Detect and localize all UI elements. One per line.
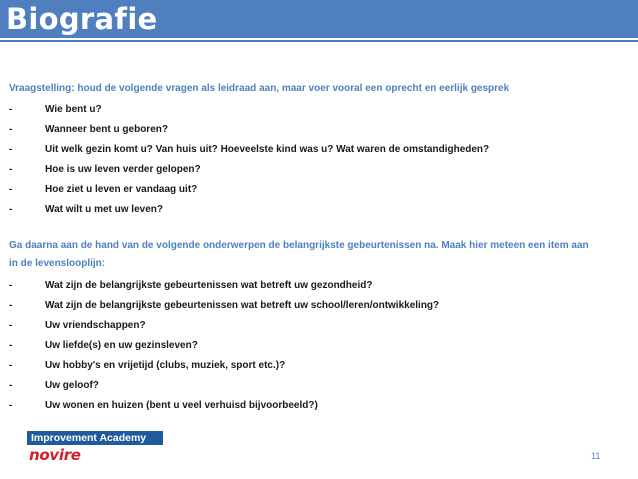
topic-text: Uw vriendschappen? <box>45 320 146 331</box>
dash-bullet: - <box>9 360 13 371</box>
logo-band-text: Improvement Academy <box>27 431 163 445</box>
question-item <box>9 120 634 140</box>
question-item <box>9 160 634 180</box>
topic-text: Uw wonen en huizen (bent u veel verhuisd bijvoorbeeld?) <box>45 400 318 411</box>
slide-title: Biografie <box>6 2 158 36</box>
section-intro-topics-line2: in de levenslooplijn: <box>9 258 106 269</box>
section-intro-topics-line1: Ga daarna aan de hand van de volgende onderwerpen de belangrijkste gebeurtenissen na. Maak hier meteen een item aan <box>9 240 589 251</box>
dash-bullet: - <box>9 164 13 175</box>
dash-bullet: - <box>9 124 13 135</box>
question-text: Hoe is uw leven verder gelopen? <box>45 164 201 175</box>
slide-content <box>9 80 634 416</box>
dash-bullet: - <box>9 400 13 411</box>
question-list-1 <box>9 100 634 220</box>
topic-item <box>9 356 634 376</box>
topic-text: Uw liefde(s) en uw gezinsleven? <box>45 340 198 351</box>
question-text: Wanneer bent u geboren? <box>45 124 168 135</box>
title-divider <box>0 40 638 42</box>
title-bar <box>0 0 638 38</box>
dash-bullet: - <box>9 184 13 195</box>
question-text: Uit welk gezin komt u? Van huis uit? Hoeveelste kind was u? Wat waren de omstandigheden? <box>45 144 490 155</box>
topic-text: Uw geloof? <box>45 380 99 391</box>
question-list-2 <box>9 276 634 416</box>
section-intro-topics <box>9 237 634 273</box>
question-text: Wie bent u? <box>45 104 102 115</box>
logo-wordmark: novire <box>29 446 81 464</box>
page-number: 11 <box>591 451 601 461</box>
dash-bullet: - <box>9 280 13 291</box>
topic-item <box>9 316 634 336</box>
topic-text: Wat zijn de belangrijkste gebeurtenissen wat betreft uw gezondheid? <box>45 280 373 291</box>
question-text: Hoe ziet u leven er vandaag uit? <box>45 184 198 195</box>
section-intro-questions: Vraagstelling: houd de volgende vragen als leidraad aan, maar voer vooral een oprecht en eerlijk gesprek <box>9 83 510 94</box>
question-item <box>9 100 634 120</box>
dash-bullet: - <box>9 204 13 215</box>
question-text: Wat wilt u met uw leven? <box>45 204 163 215</box>
topic-item <box>9 276 634 296</box>
topic-item <box>9 296 634 316</box>
topic-item <box>9 376 634 396</box>
topic-text: Wat zijn de belangrijkste gebeurtenissen wat betreft uw school/leren/ontwikkeling? <box>45 300 440 311</box>
question-item <box>9 140 634 160</box>
topic-item <box>9 336 634 356</box>
dash-bullet: - <box>9 340 13 351</box>
question-item <box>9 180 634 200</box>
dash-bullet: - <box>9 380 13 391</box>
dash-bullet: - <box>9 300 13 311</box>
section-spacer <box>9 220 634 237</box>
improvement-academy-logo <box>27 431 163 464</box>
dash-bullet: - <box>9 144 13 155</box>
topic-text: Uw hobby's en vrijetijd (clubs, muziek, sport etc.)? <box>45 360 286 371</box>
dash-bullet: - <box>9 320 13 331</box>
dash-bullet: - <box>9 104 13 115</box>
topic-item <box>9 396 634 416</box>
question-item <box>9 200 634 220</box>
